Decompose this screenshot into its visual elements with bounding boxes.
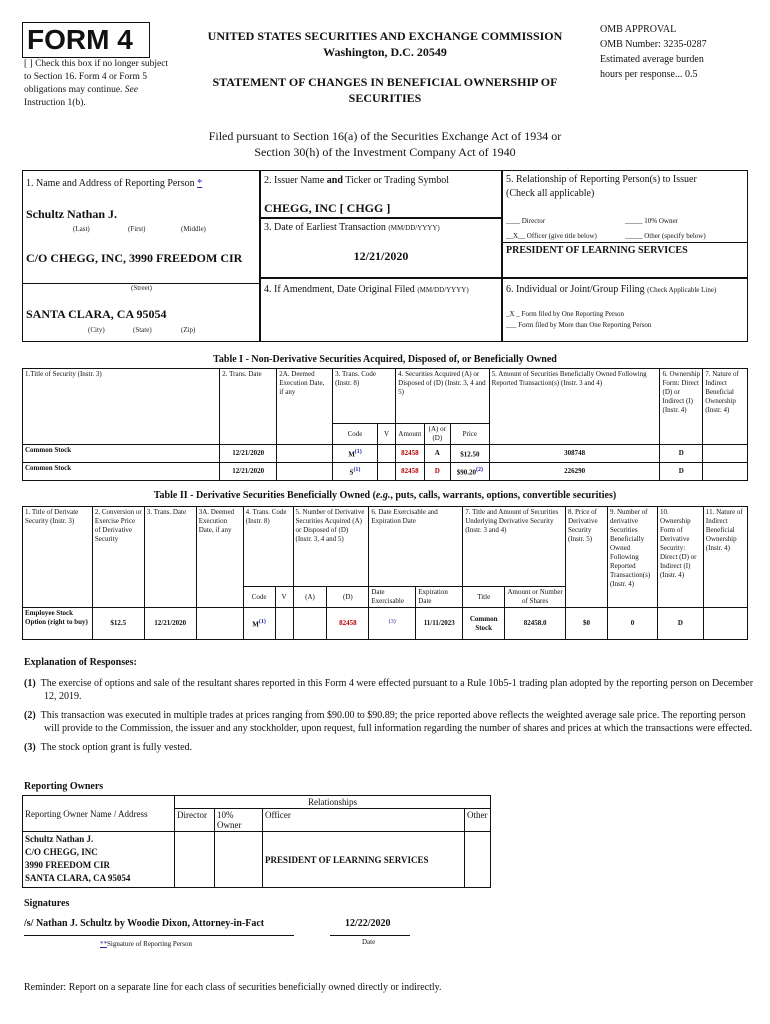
t2-head-underlying-title: Title: [463, 587, 505, 608]
earliest-date-box: [260, 218, 502, 278]
t2-row-v: [275, 608, 293, 640]
reporting-person-city: SANTA CLARA, CA 95054: [26, 307, 167, 321]
t1-head-ownership: 6. Ownership Form: Direct (D) or Indirect (I) (Instr. 4): [660, 369, 703, 445]
t1-head-acquired: 4. Securities Acquired (A) or Disposed of (D) (Instr. 3, 4 and 5): [396, 369, 490, 424]
issuer-label: 2. Issuer Name and Ticker or Trading Symbol: [264, 175, 450, 186]
t1-row-code: $S^{(1)}$: [333, 463, 378, 481]
one-person-option[interactable]: _X _ Form filed by One Reporting Person: [506, 310, 625, 318]
check-box-text: [ ] Check this box if no longer subject to Section 16. Form 4 or Form 5 obligations may continue.: [24, 59, 169, 95]
filed-line-1: Filed pursuant to Section 16(a) of the Securities Exchange Act of 1934 or: [208, 129, 562, 143]
explanation-item: (1) The exercise of options and sale of the resultant shares reported in this Form 4 were effected pursuant to a Rule 10b5-1 trading plan adopted by the reporting person on December 12, 2019.: [24, 678, 754, 702]
owners-head-director: Director: [175, 809, 215, 832]
owners-head-ten-pct: 10% Owner: [215, 809, 263, 832]
t1-row-deemed: [277, 463, 333, 481]
owner-address: Schultz Nathan J. C/O CHEGG, INC 3990 FREEDOM CIR SANTA CLARA, CA 95054: [23, 832, 175, 888]
t2-head-conversion: 2. Conversion or Exercise Price of Derivative Security: [92, 507, 144, 608]
t2-head-code: Code: [243, 587, 275, 608]
t2-row-owned: 0: [607, 608, 657, 640]
signature-caption: **Signature of Reporting Person: [100, 940, 192, 948]
footnote-link[interactable]: **: [100, 940, 107, 948]
issuer-value: CHEGG, INC [ CHGG ]: [264, 201, 391, 215]
see-word: See: [124, 85, 138, 95]
instruction-ref: Instruction 1(b).: [24, 98, 86, 108]
city-caption: (City): [88, 326, 105, 334]
earliest-date-value: 12/21/2020: [353, 249, 409, 263]
t2-row-date: 12/21/2020: [144, 608, 196, 640]
omb-number: OMB Number: 3235-0287: [600, 39, 707, 50]
t1-row-v: [377, 445, 395, 463]
owners-table: [22, 795, 491, 888]
t2-row-shares: 82458.0: [505, 608, 566, 640]
footnote-link[interactable]: (1): [354, 448, 362, 455]
signature-date: 12/22/2020: [345, 918, 391, 929]
agency-title: [175, 28, 595, 60]
more-person-option[interactable]: ___ Form filed by More than One Reporting Person: [506, 321, 652, 329]
table1-title: Table I - Non-Derivative Securities Acquired, Disposed of, or Beneficially Owned: [213, 354, 557, 365]
middle-caption: (Middle): [181, 225, 206, 233]
table2-title: Table II - Derivative Securities Beneficially Owned (e.g., puts, calls, warrants, options, convertible securities): [153, 490, 617, 501]
amendment-box: [260, 278, 502, 342]
t1-head-title: 1.Title of Security (Instr. 3): [23, 369, 220, 445]
explanation-section: [24, 656, 754, 760]
omb-hours: hours per response... 0.5: [600, 69, 698, 80]
t2-head-d: (D): [327, 587, 369, 608]
t2-head-deemed: 3A. Deemed Execution Date, if any: [196, 507, 243, 608]
t1-row-owned: 226290: [489, 463, 660, 481]
last-caption: (Last): [73, 225, 90, 233]
t2-row-a: [293, 608, 327, 640]
relationship-label: 5. Relationship of Reporting Person(s) to Issuer: [506, 174, 697, 185]
t1-head-trans-date: 2. Trans. Date: [220, 369, 277, 445]
t1-row-ad: D: [424, 463, 450, 481]
t1-row-v: [377, 463, 395, 481]
t2-row-form: D: [657, 608, 703, 640]
t2-head-date-ex: Date Exercisable: [369, 587, 416, 608]
t1-head-amount: Amount: [396, 424, 424, 445]
t2-row-underlying-title: Common Stock: [463, 608, 505, 640]
t1-head-deemed: 2A. Deemed Execution Date, if any: [277, 369, 333, 445]
t2-head-exercisable: 6. Date Exercisable and Expiration Date: [369, 507, 463, 587]
footnote-link[interactable]: (2): [475, 466, 483, 473]
table2: [22, 506, 748, 640]
amendment-label: 4. If Amendment, Date Original Filed (MM/DD/YYYY): [264, 284, 469, 295]
first-caption: (First): [128, 225, 146, 233]
footnote-link[interactable]: (3): [388, 618, 396, 625]
owner-other: [465, 832, 491, 888]
agency-line-1: UNITED STATES SECURITIES AND EXCHANGE COMMISSION: [207, 29, 563, 43]
t2-head-v: V: [275, 587, 293, 608]
owners-head-other: Other: [465, 809, 491, 832]
signature-rule: [24, 935, 294, 936]
t1-row-price: $90.20$^{(2)}$: [451, 463, 490, 481]
t1-head-v: V: [377, 424, 395, 445]
officer-title: PRESIDENT OF LEARNING SERVICES: [506, 245, 688, 256]
t1-row-date: 12/21/2020: [220, 463, 277, 481]
table-row: [23, 445, 748, 463]
table-row: [23, 832, 491, 888]
t2-head-underlying: 7. Title and Amount of Securities Underlying Derivative Security (Instr. 3 and 4): [463, 507, 566, 587]
reporting-person-label: 1. Name and Address of Reporting Person *: [26, 178, 203, 189]
owners-head-relationships: Relationships: [175, 796, 491, 809]
omb-burden: Estimated average burden: [600, 54, 704, 65]
officer-title-divider: [503, 242, 747, 243]
t2-row-exercisable: [369, 608, 416, 640]
t2-head-expiration: Expiration Date: [416, 587, 463, 608]
zip-caption: (Zip): [181, 326, 196, 334]
issuer-box: [260, 170, 502, 218]
t1-row-amount: 82458: [396, 445, 424, 463]
owners-head-officer: Officer: [263, 809, 465, 832]
form-title-box: [22, 22, 150, 58]
t1-row-price: $12.50: [451, 445, 490, 463]
t1-row-owned: 308748: [489, 445, 660, 463]
t1-row-ad: A: [424, 445, 450, 463]
date-rule: [330, 935, 410, 936]
form-title: FORM 4: [27, 24, 133, 55]
owners-title: Reporting Owners: [24, 781, 104, 792]
table-row: [23, 463, 748, 481]
t2-row-code: $M^{(1)}$: [243, 608, 275, 640]
footnote-link[interactable]: (1): [258, 618, 266, 625]
statement-title: STATEMENT OF CHANGES IN BENEFICIAL OWNERSHIP OF SECURITIES: [212, 75, 558, 105]
reporting-person-address: C/O CHEGG, INC, 3990 FREEDOM CIR: [26, 251, 243, 265]
owners-head-name: Reporting Owner Name / Address: [23, 796, 175, 832]
omb-approval-title: OMB APPROVAL: [600, 24, 677, 35]
t1-head-amount-owned: 5. Amount of Securities Beneficially Owned Following Reported Transaction(s) (Instr. 3 and 4): [489, 369, 660, 445]
t2-row-d: 82458: [327, 608, 369, 640]
omb-approval: [600, 22, 760, 82]
ten-percent-check[interactable]: _____ 10% Owner: [625, 217, 678, 225]
t1-head-trans-code: 3. Trans. Code (Instr. 8): [333, 369, 396, 424]
t2-head-amount-shares: Amount or Number of Shares: [505, 587, 566, 608]
t1-head-code: Code: [333, 424, 378, 445]
table1: [22, 368, 748, 481]
t1-head-a-or-d: (A) or (D): [424, 424, 450, 445]
t1-head-nature: 7. Nature of Indirect Beneficial Ownership (Instr. 4): [703, 369, 748, 445]
state-caption: (State): [133, 326, 152, 334]
agency-line-2: Washington, D.C. 20549: [323, 45, 447, 59]
relationship-sub: (Check all applicable): [506, 188, 595, 199]
signer: /s/ Nathan J. Schultz by Woodie Dixon, Attorney-in-Fact: [24, 918, 265, 929]
group-filing-box: [502, 278, 748, 342]
t2-head-num-deriv: 5. Number of Derivative Securities Acquired (A) or Disposed of (D) (Instr. 3, 4 and 5): [293, 507, 369, 587]
street-caption: (Street): [131, 284, 152, 292]
explanation-item: (2) This transaction was executed in multiple trades at prices ranging from $90.00 to $90.89; the price reported above reflects the weighted average sale price. The reporting person will provide to the Commission, the issuer and any stockholder, upon request, full information regarding the number of shares and prices at which the transactions were effected.: [24, 710, 753, 734]
t1-row-security: Common Stock: [23, 445, 220, 463]
date-caption: Date: [362, 938, 376, 946]
reminder: Reminder: Report on a separate line for each class of securities beneficially owned directly or indirectly.: [24, 982, 442, 993]
t2-head-trans-date: 3. Trans. Date: [144, 507, 196, 608]
t2-row-deemed: [196, 608, 243, 640]
t1-row-nature: [703, 445, 748, 463]
t2-row-nature: [703, 608, 747, 640]
t1-row-code: $M^{(1)}$: [333, 445, 378, 463]
owner-officer: PRESIDENT OF LEARNING SERVICES: [263, 832, 465, 888]
reporting-person-box: [22, 170, 260, 342]
t2-head-num-owned: 9. Number of derivative Securities Beneficially Owned Following Reported Transaction(s) (Instr. 4): [607, 507, 657, 608]
t1-head-price: Price: [451, 424, 490, 445]
t1-row-form: D: [660, 463, 703, 481]
t2-head-price: 8. Price of Derivative Security (Instr. 5): [566, 507, 608, 608]
t2-row-security: Employee Stock Option (right to buy): [23, 608, 93, 640]
footnote-link[interactable]: (1): [353, 466, 361, 473]
reporting-person-name: Schultz Nathan J.: [26, 207, 118, 221]
group-filing-label: 6. Individual or Joint/Group Filing (Check Applicable Line): [506, 284, 717, 295]
footnote-link[interactable]: *: [197, 178, 203, 189]
filed-pursuant: [150, 128, 620, 160]
t1-row-date: 12/21/2020: [220, 445, 277, 463]
t1-row-amount: 82458: [396, 463, 424, 481]
check-box-notice: [24, 58, 174, 110]
relationship-box: [502, 170, 748, 278]
explanation-title: Explanation of Responses:: [24, 657, 137, 668]
earliest-date-label: 3. Date of Earliest Transaction (MM/DD/YYYY): [264, 222, 440, 233]
t2-head-title: 1. Title of Derivate Security (Instr. 3): [23, 507, 93, 608]
t2-row-expiration: 11/11/2023: [416, 608, 463, 640]
t2-head-a: (A): [293, 587, 327, 608]
t1-row-form: D: [660, 445, 703, 463]
t2-head-nature: 11. Nature of Indirect Beneficial Ownership (Instr. 4): [703, 507, 747, 608]
director-check[interactable]: ____ Director: [506, 217, 546, 225]
owner-ten-pct: [215, 832, 263, 888]
other-check[interactable]: _____ Other (specify below): [625, 232, 706, 240]
t2-row-conversion: $12.5: [92, 608, 144, 640]
filed-line-2: Section 30(h) of the Investment Company Act of 1940: [254, 145, 516, 159]
t2-row-price: $0: [566, 608, 608, 640]
t1-row-nature: [703, 463, 748, 481]
explanation-item: (3) The stock option grant is fully vested.: [24, 742, 193, 753]
owner-director: [175, 832, 215, 888]
table-row: [23, 608, 748, 640]
t1-row-security: Common Stock: [23, 463, 220, 481]
t1-row-deemed: [277, 445, 333, 463]
officer-check[interactable]: __X__ Officer (give title below): [506, 232, 597, 240]
signatures-title: Signatures: [24, 898, 70, 909]
t2-head-trans-code: 4. Trans. Code (Instr. 8): [243, 507, 293, 587]
t2-head-ownership: 10. Ownership Form of Derivative Security: Direct (D) or Indirect (I) (Instr. 4): [657, 507, 703, 608]
